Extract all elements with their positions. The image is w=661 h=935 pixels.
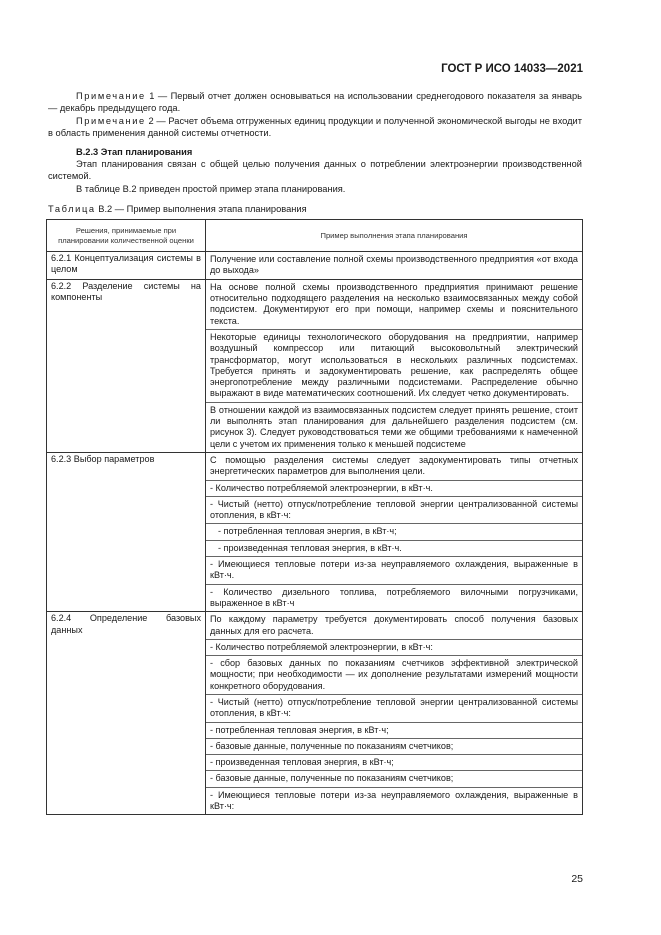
planning-table [46,219,583,815]
table-row [47,612,583,815]
cell-paragraph: - Чистый (нетто) отпуск/потребление тепловой энергии централизованной системы отопления, в кВт·ч: [206,497,582,525]
cell-paragraph: Некоторые единицы технологического оборудования на предприятии, например воздушный компрессор или питающий высоковольтный электрический трансформатор, могут использоваться в нескольких различных подсистемах. Требуется принять и задокументировать решение, как распределять общее энергопотребление между различными подсистемами. Распределение обычно выражают в виде математических соотношений. Их следует четко документировать. [206,330,582,403]
cell-paragraph: - Имеющиеся тепловые потери из-за неуправляемого охлаждения, выраженные в кВт·ч. [206,557,582,585]
cell-paragraph: - произведенная тепловая энергия, в кВт·ч. [206,541,582,557]
note-2 [48,115,582,139]
cell-paragraph: С помощью разделения системы следует задокументировать типы отчетных энергетических параметров для выполнения цели. [206,453,582,481]
cell-paragraph: Получение или составление полной схемы производственного предприятия «от входа до выхода» [210,254,578,276]
example-cell [206,252,583,280]
table-row [47,279,583,452]
cell-paragraph: - потребленная тепловая энергия, в кВт·ч; [206,524,582,540]
table-row [47,452,583,611]
cell-paragraph: - базовые данные, полученные по показаниям счетчиков; [206,739,582,755]
section-paragraph: В таблице В.2 приведен простой пример этапа планирования. [76,184,346,194]
decision-cell: 6.2.2 Разделение системы на компоненты [47,279,206,452]
table-row [47,252,583,280]
cell-paragraph: По каждому параметру требуется документировать способ получения базовых данных для его расчета. [206,612,582,640]
cell-paragraph: - потребленная тепловая энергия, в кВт·ч; [206,723,582,739]
cell-paragraph: На основе полной схемы производственного предприятия принимают решение относительно подходящего разделения на несколько взаимосвязанных между собой подсистем. Документируют его при помощи, например схемы и пояснительного текста. [206,280,582,330]
column-header: Пример выполнения этапа планирования [206,220,583,252]
section-title: В.2.3 Этап планирования [76,147,193,157]
example-cell [206,612,583,815]
cell-paragraph: В отношении каждой из взаимосвязанных подсистем следует принять решение, стоит ли выполнять этап планирования для дальнейшего разделения подсистем (см. рисунок 3). Следует руководствоваться теми же общими требованиями к намеченной цели с учетом их применения только к меньшей подсистеме [210,404,578,449]
note-label: Примечание [76,91,146,101]
document-code: ГОСТ Р ИСО 14033—2021 [441,63,583,75]
note-text: 1 — Первый отчет должен основываться на использовании среднегодового показателя за январь — декабрь предыдущего года. [48,91,582,114]
example-cell [206,279,583,452]
cell-paragraph: - Количество дизельного топлива, потребляемого вилочными погрузчиками, выраженное в кВт·ч [210,586,578,608]
table-caption-label: Таблица [48,204,96,214]
table-caption-text: В.2 — Пример выполнения этапа планирования [95,204,307,214]
column-header: Решения, принимаемые при планировании количественной оценки [47,220,206,252]
note-1 [48,90,582,114]
cell-paragraph: - Количество потребляемой электроэнергии, в кВт·ч. [206,481,582,497]
section-paragraph: Этап планирования связан с общей целью получения данных о потреблении электроэнергии производственной системой. [48,159,582,182]
table-caption [48,204,307,214]
note-label: Примечание [76,116,146,126]
cell-paragraph: - Имеющиеся тепловые потери из-за неуправляемого охлаждения, выраженные в кВт·ч: [210,789,578,812]
table-header-row [47,220,583,252]
decision-cell: 6.2.1 Концептуализация системы в целом [47,252,206,280]
note-text: 2 — Расчет объема отгруженных единиц продукции и полученной экономической выгоды не входит в область применения данной системы отчетности. [48,116,582,139]
cell-paragraph: - Чистый (нетто) отпуск/потребление тепловой энергии централизованной системы отопления, в кВт·ч: [206,695,582,723]
cell-paragraph: - сбор базовых данных по показаниям счетчиков эффективной электрической мощности; при необходимости — их дополнение результатами измерений мощности конкретного оборудования. [206,656,582,695]
cell-paragraph: - Количество потребляемой электроэнергии, в кВт·ч: [206,640,582,656]
decision-cell: 6.2.4 Определение базовых данных [47,612,206,815]
cell-paragraph: - базовые данные, полученные по показаниям счетчиков; [206,771,582,787]
cell-paragraph: - произведенная тепловая энергия, в кВт·ч; [206,755,582,771]
example-cell [206,452,583,611]
decision-cell: 6.2.3 Выбор параметров [47,452,206,611]
page-number: 25 [571,873,583,885]
